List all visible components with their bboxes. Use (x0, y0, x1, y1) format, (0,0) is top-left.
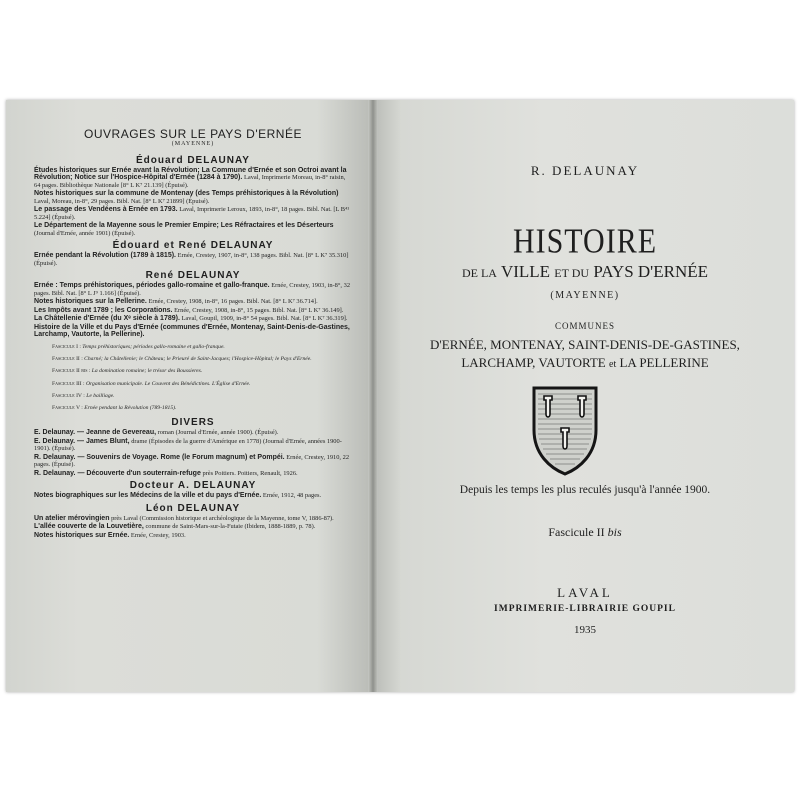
fascicule-label: Fascicule I : (52, 344, 81, 351)
list-item (34, 470, 352, 478)
fascicule-label: Fascicule II : (52, 356, 83, 363)
scanned-spread (6, 100, 794, 692)
work-title: Notes historiques sur la Pellerine. (34, 298, 147, 305)
fascicule-label: Fascicule II bis : (52, 368, 91, 375)
fascicule-line (34, 344, 352, 351)
fascicule-label: Fascicule III : (52, 380, 85, 387)
list-item (34, 282, 352, 297)
work-ref: Bibl. Nat. [8° L K⁷ 36.319]. (276, 315, 348, 322)
list-item (34, 206, 352, 221)
communes-line (376, 354, 794, 374)
communes-list (376, 336, 794, 374)
fascicule-line (34, 381, 352, 388)
work-details: drame (Épisodes de la guerre d'Amérique en 1778) (Journal d'Ernée, années 1900-1901). (Épuisé). (34, 437, 342, 453)
work-title: E. Delaunay. — James Blunt, (34, 437, 130, 445)
work-ref: Bibl. Nat. [8° L K⁷ 36.149]. (272, 306, 344, 314)
fascicule-line (34, 356, 352, 363)
work-title: Les Impôts avant 1789 ; les Corporations. (34, 306, 173, 314)
work-title: Notes historiques sur la commune de Montenay (des Temps préhistoriques à la Révolution) (34, 190, 339, 197)
works-list (34, 128, 352, 540)
work-ref: Bibl. Nat. [L B⁴¹ 5.224] (Épuisé). (34, 206, 350, 221)
work-title: Notes historiques sur Ernée. (34, 531, 130, 539)
fascicule-text: La domination romaine; le trésor des Boussieres. (91, 368, 203, 375)
list-item (34, 438, 352, 453)
works-subheading: (MAYENNE) (171, 141, 215, 147)
work-details: Laval, Moreau, in-8°, 29 pages. (34, 197, 115, 205)
work-ref: Bibliothèque Nationale [8° L K⁷ 21.139] (Épuisé). (59, 181, 189, 189)
fascicule-text: Charné; la Châtellenie; le Château; le Prieuré de Saint-Jacques; l'Hospice-Hôpital; le Pays d'Ernée. (84, 356, 312, 363)
work-details: Ernée, Crestey, 1908, in-8°, 15 pages. (174, 306, 271, 314)
author-heading: Léon DELAUNAY (145, 502, 241, 514)
list-item (34, 515, 352, 523)
work-ref: Bibl. Nat. [8° L K⁷ 36.714]. (246, 298, 318, 305)
work-title: E. Delaunay. — Jeanne de Gevereau, (34, 429, 157, 437)
work-ref: Bibl. Nat. [8° L J⁹ 1.166] (Épuisé). (51, 289, 141, 297)
work-details: Laval, Imprimerie Moreau, in-8° raisin, 64 pages. (34, 174, 346, 189)
list-item (34, 523, 352, 531)
book-subtitle (376, 262, 794, 282)
fascicule-suffix: bis (607, 525, 622, 539)
work-title: Histoire de la Ville et du Pays d'Ernée (communes d'Ernée, Montenay, Saint-Denis-de-Gastines, Larchamp, Vautorte, la Pellerine). (34, 323, 350, 338)
work-ref: Bibl. Nat. [8° L K⁷ 21899] (Épuisé). (116, 197, 210, 205)
list-item (34, 324, 352, 339)
list-item (34, 307, 352, 315)
subtitle-part: VILLE (500, 262, 551, 281)
work-title: R. Delaunay. — Découverte d'un souterrain-refuge (34, 469, 201, 477)
publication-year: 1935 (574, 624, 596, 636)
list-item (34, 492, 352, 500)
subtitle-part: PAYS (593, 262, 634, 281)
coat-of-arms-icon (530, 384, 600, 476)
communes-part: LA PELLERINE (619, 355, 709, 370)
work-details: Ernée, Crestey, 1903. (130, 531, 186, 539)
fascicule-text: Ernée pendant la Révolution (789-1815). (84, 405, 177, 412)
publisher-name: IMPRIMERIE-LIBRAIRIE GOUPIL (494, 604, 676, 614)
author-heading: Docteur A. DELAUNAY (129, 480, 257, 492)
work-details: Ernée, Crestey, 1903, in-8°, 32 pages. (34, 282, 351, 297)
fascicule-line (34, 405, 352, 412)
author-heading: Édouard DELAUNAY (136, 154, 250, 166)
subtitle-part: D'ERNÉE (637, 262, 709, 281)
work-title: Ernée pendant la Révolution (1789 à 1815). (34, 252, 176, 259)
list-item (34, 167, 352, 190)
work-title: Le passage des Vendéens à Ernée en 1793. (34, 206, 178, 213)
fascicule-text: Organisation municipale. Le Couvent des Bénédictines. L'Église d'Ernée. (86, 380, 251, 387)
list-item (34, 315, 352, 323)
work-title: Le Département de la Mayenne sous le Premier Empire; Les Réfractaires et les Déserteurs (34, 222, 334, 229)
work-title: La Châtellenie d'Ernée (du Xᵉ siècle à 1789). (34, 315, 180, 322)
list-item (34, 222, 352, 237)
fascicule-text: Temps préhistoriques; périodes gallo-romaine et gallo-franque. (82, 344, 225, 351)
region-label: (MAYENNE) (550, 290, 620, 301)
list-item (34, 190, 352, 205)
work-details: Ernée, Crestey, 1908, in-8°, 16 pages. (148, 298, 245, 305)
work-title: L'allée couverte de la Louvetière, (34, 523, 144, 531)
list-item (34, 454, 352, 469)
work-title: Études historiques sur Ernée avant la Révolution; La Commune d'Ernée et son Octroi avant la Révolution; Notice sur l'Hospice-Hôpital d'Ernée (1284 à 1790). (34, 166, 347, 181)
work-details: Ernée, 1912, 48 pages. (262, 492, 322, 500)
title-page (376, 100, 794, 692)
fascicule-label: Fascicule V : (52, 405, 83, 412)
work-title: Notes biographiques sur les Médecins de la ville et du pays d'Ernée. (34, 492, 262, 500)
work-title: R. Delaunay. — Souvenirs de Voyage. Rome (le Forum magnum) et Pompéi. (34, 453, 285, 461)
author-heading: DIVERS (171, 417, 215, 429)
fascicule-label: Fascicule IV : (52, 392, 85, 399)
subtitle-part: DE LA (461, 266, 497, 280)
communes-part: LARCHAMP, VAUTORTE (461, 355, 606, 370)
work-details: près Poitiers. Poitiers, Renault, 1926. (202, 469, 298, 477)
author-heading: René DELAUNAY (145, 270, 241, 281)
publisher-city: LAVAL (557, 585, 613, 600)
work-ref: Bibl. Nat. [8° L K⁷ 35.310] (Épuisé). (34, 252, 349, 267)
work-details: près Laval (Commission historique et archéologique de la Mayenne, tome V, 1886-87). (111, 514, 334, 522)
work-title: Un atelier mérovingien (34, 514, 110, 522)
communes-label: COMMUNES (554, 321, 615, 331)
work-details: Ernée, Crestey, 1907, in-8°, 138 pages. (177, 252, 278, 259)
period-text: Depuis les temps les plus reculés jusqu'à l'année 1900. (459, 484, 711, 496)
work-title: Ernée : Temps préhistoriques, périodes gallo-romaine et gallo-franque. (34, 282, 270, 289)
fascicule-label: Fascicule II (548, 525, 605, 539)
list-item (34, 532, 352, 540)
fascicule-line (34, 393, 352, 400)
work-details: commune de Saint-Mars-sur-la-Futaie (Ibidem, 1888-1889, p. 78). (145, 523, 316, 531)
communes-line: D'ERNÉE, MONTENAY, SAINT-DENIS-DE-GASTINES, (430, 337, 740, 352)
book-title: HISTOIRE (512, 221, 658, 261)
fascicule-line (34, 368, 352, 375)
list-item (34, 252, 352, 267)
work-details: Laval, Imprimerie Leroux, 1893, in-8°, 18 pages. (179, 206, 306, 213)
book-author: R. DELAUNAY (530, 163, 640, 178)
communes-part: et (609, 359, 617, 370)
subtitle-part: ET DU (554, 266, 590, 280)
work-details: roman (Journal d'Ernée, année 1900). (Épuisé). (157, 429, 279, 437)
fascicule-info (376, 525, 794, 540)
fascicule-text: Le bailliage. (86, 392, 115, 399)
author-heading: Édouard et René DELAUNAY (112, 240, 274, 251)
work-details: (Journal d'Ernée, année 1901) (Épuisé). (34, 229, 136, 237)
works-heading: OUVRAGES SUR LE PAYS D'ERNÉE (84, 127, 302, 141)
work-details: Laval, Goupil, 1909, in-8° 54 pages. (181, 315, 275, 322)
list-item (34, 429, 352, 437)
work-details: Ernée, Crestey, 1910, 22 pages. (Épuisé). (34, 453, 350, 469)
list-item (34, 298, 352, 306)
